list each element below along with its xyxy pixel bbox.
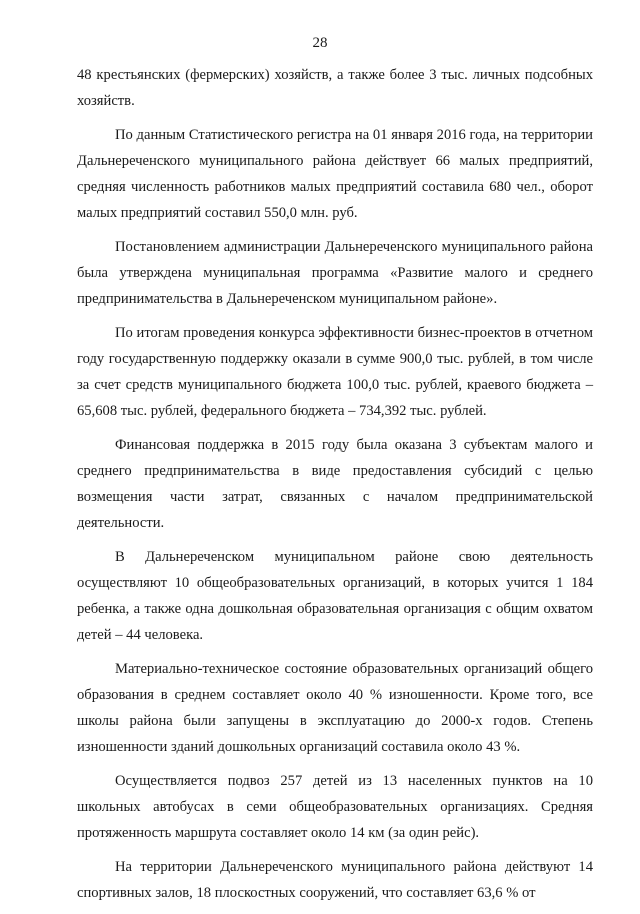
paragraph: Постановлением администрации Дальнереченского муниципального района была утверждена муниципальная программа «Развитие малого и среднего предпринимательства в Дальнереченском муниципальном районе». <box>77 239 593 307</box>
paragraph: Материально-техническое состояние образовательных организаций общего образования в среднем составляет около 40 % изношенности. Кроме того, все школы района были запущены в эксплуатацию до 2000-х годов. Степень изношенности зданий дошкольных организаций составила около 43 %. <box>77 661 593 755</box>
paragraph: Финансовая поддержка в 2015 году была оказана 3 субъектам малого и среднего предпринимательства в виде предоставления субсидий с целью возмещения части затрат, связанных с началом предпринимательской деятельности. <box>77 437 593 531</box>
paragraph: По данным Статистического регистра на 01 января 2016 года, на территории Дальнереченского муниципального района действует 66 малых предприятий, средняя численность работников малых предприятий составила 680 чел., оборот малых предприятий составил 550,0 млн. руб. <box>77 127 593 221</box>
paragraph: В Дальнереченском муниципальном районе свою деятельность осуществляют 10 общеобразовательных организаций, в которых учится 1 184 ребенка, а также одна дошкольная образовательная организация с общим охватом детей – 44 человека. <box>77 549 593 643</box>
paragraph: По итогам проведения конкурса эффективности бизнес-проектов в отчетном году государственную поддержку оказали в сумме 900,0 тыс. рублей, в том числе за счет средств муниципального бюджета 100,0 тыс. рублей, краевого бюджета – 65,608 тыс. рублей, федерального бюджета – 734,392 тыс. рублей. <box>77 325 593 419</box>
paragraph: 48 крестьянских (фермерских) хозяйств, а также более 3 тыс. личных подсобных хозяйств. <box>77 67 593 109</box>
document-body <box>77 62 593 914</box>
page-number: 28 <box>312 35 328 51</box>
paragraph: Осуществляется подвоз 257 детей из 13 населенных пунктов на 10 школьных автобусах в семи общеобразовательных организациях. Средняя протяженность маршрута составляет около 14 км (за один рейс). <box>77 773 593 841</box>
paragraph: На территории Дальнереченского муниципального района действуют 14 спортивных залов, 18 плоскостных сооружений, что составляет 63,6 % от <box>77 859 593 901</box>
